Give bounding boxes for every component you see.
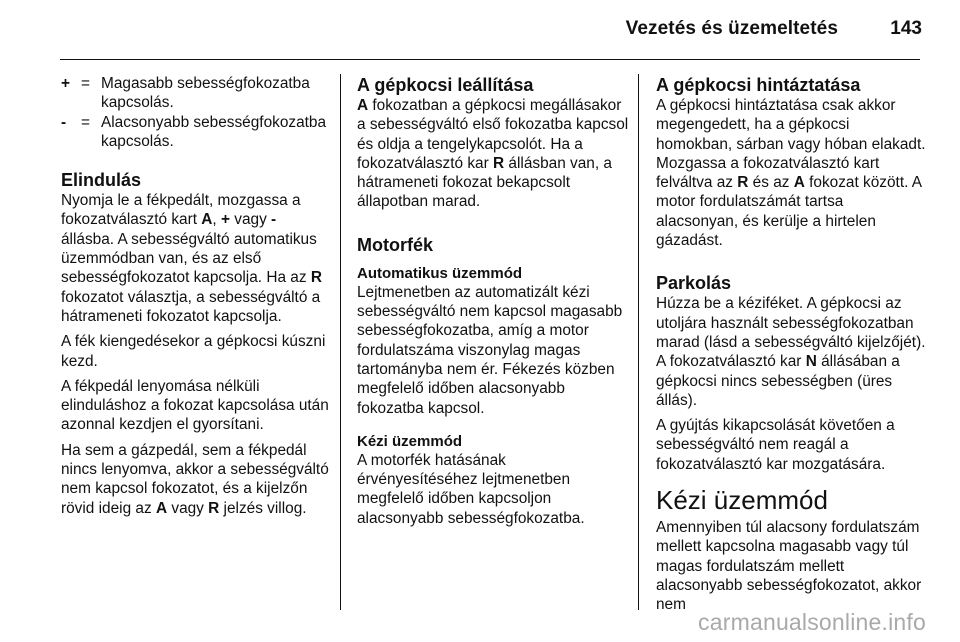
paragraph: A fékpedál lenyomása nélküli elinduláshoz a fokozat kapcsolása után azonnal kezdjen el gyorsítani.	[61, 377, 329, 434]
watermark: carmanualsonline.info	[698, 609, 926, 635]
column-2	[357, 74, 629, 534]
page-number: 143	[890, 18, 922, 39]
section-heading-elindulas: Elindulás	[61, 170, 142, 191]
section-heading-parkolas: Parkolás	[656, 273, 732, 294]
paragraph: A gyújtás kikapcsolását követően a sebességváltó nem reagál a fokozatválasztó kar mozgatására.	[656, 417, 895, 473]
column-1	[61, 74, 331, 524]
column-3	[656, 74, 926, 621]
paragraph: A gépkocsi hintáztatása csak akkor megengedett, ha a gépkocsi homokban, sárban vagy hóban elakadt. Mozgassa a fokozatválasztó kart felváltva az R és az A fokozat között. A motor fordulatszámát tartsa alacsonyan, és kerülje a hirtelen gázadást.	[656, 97, 926, 250]
legend-symbol: +	[61, 75, 70, 92]
legend-row-minus	[61, 113, 331, 152]
legend-text: Magasabb sebességfokozatba kapcsolás.	[101, 75, 310, 112]
paragraph: Húzza be a kéziféket. A gépkocsi az utoljára használt sebességfokozatban marad (lásd a sebességváltó kijelzőjét). A fokozatválasztó kar N állásában a gépkocsi nincs sebességben (üres állás).	[656, 295, 926, 409]
paragraph: Lejtmenetben az automatizált kézi sebességváltó nem kapcsol magasabb sebességfokozatba, amíg a motor fordulatszáma viszonylag magas tartományba nem ér. Fékezés közben megfelelő időben alacsonyabb fokozatba kapcsol.	[357, 283, 623, 417]
paragraph: A fék kiengedésekor a gépkocsi kúszni kezd.	[61, 333, 326, 370]
paragraph: Amennyiben túl alacsony fordulatszám mellett kapcsolna magasabb vagy túl magas fordulatszám mellett alacsonyabb sebességfokozatot, akkor nem	[656, 519, 922, 614]
legend-symbol: -	[61, 113, 67, 131]
column-divider-1	[340, 74, 341, 610]
paragraph: Ha sem a gázpedál, sem a fékpedál nincs lenyomva, akkor a sebességváltó nem kapcsol fokozatot, és a kijelzőn rövid ideig az A vagy R jelzés villog.	[61, 441, 329, 517]
subheading-manual: Kézi üzemmód	[357, 432, 463, 450]
section-heading-hintaztatas: A gépkocsi hintáztatása	[656, 75, 861, 95]
header-rule	[60, 59, 920, 60]
paragraph: A fokozatban a gépkocsi megállásakor a sebességváltó első fokozatba kapcsol és oldja a tengelykapcsolót. Ha a fokozatválasztó kar R állásban van, a hátrameneti fokozat bekapcsolt állapotban marad.	[357, 97, 629, 211]
section-heading-leallitas: A gépkocsi leállítása	[357, 75, 534, 95]
column-divider-2	[638, 74, 639, 610]
legend-row-plus	[61, 74, 331, 113]
paragraph: A motorfék hatásának érvényesítéséhez lejtmenetben megfelelő időben kapcsoljon alacsonyabb sebességfokozatba.	[357, 451, 585, 527]
legend-equals: =	[81, 113, 90, 131]
paragraph: Nyomja le a fékpedált, mozgassa a fokozatválasztó kart A, + vagy - állásba. A sebességváltó automatikus üzemmódban van, és az első sebességfokozatot kapcsolja. Ha az R fokozatot választja, a sebességváltó a hátrameneti fokozatot kapcsolja.	[61, 192, 322, 325]
section-heading-kezi-uzemmod: Kézi üzemmód	[656, 485, 828, 516]
legend-text: Alacsonyabb sebességfokozatba kapcsolás.	[101, 113, 327, 150]
subheading-automatic: Automatikus üzemmód	[357, 264, 523, 282]
legend-equals: =	[81, 75, 90, 92]
page-title: Vezetés és üzemeltetés	[625, 18, 838, 39]
section-heading-motorfek: Motorfék	[357, 234, 433, 255]
page-header	[0, 14, 960, 48]
